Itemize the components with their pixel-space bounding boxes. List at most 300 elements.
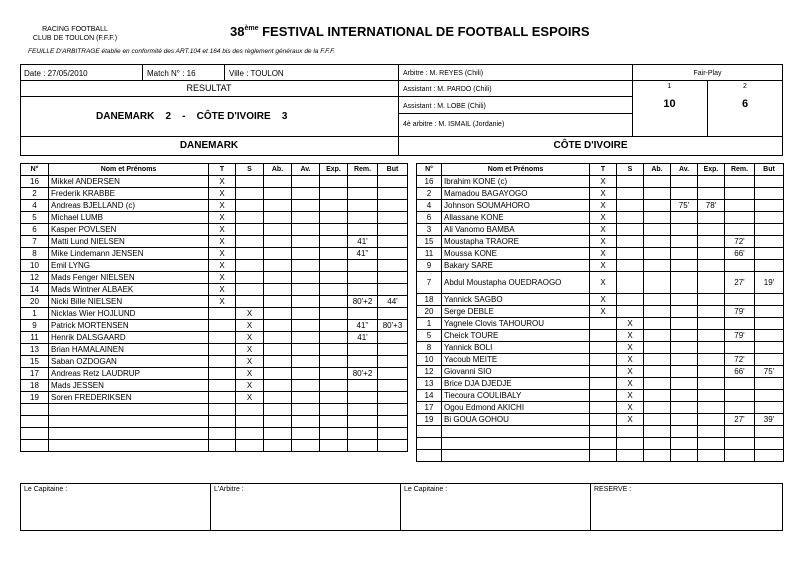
stat-cell: X <box>590 212 617 224</box>
home-team-name: DANEMARK <box>96 111 155 122</box>
table-row <box>417 426 784 438</box>
player-number: 10 <box>21 260 49 272</box>
fairplay-value-2: 6 <box>741 98 749 110</box>
stat-cell: 27' <box>725 272 755 294</box>
player-number: 16 <box>21 176 49 188</box>
player-number: 2 <box>21 188 49 200</box>
player-number: 1 <box>417 318 442 330</box>
player-name: Henrik DALSGAARD <box>49 332 209 344</box>
stat-cell: 79' <box>725 330 755 342</box>
stat-cell <box>264 416 292 428</box>
stat-cell <box>320 428 348 440</box>
table-row <box>417 248 784 260</box>
stat-cell <box>209 344 236 356</box>
stat-cell <box>348 380 378 392</box>
stat-cell <box>698 212 725 224</box>
stat-cell <box>320 212 348 224</box>
stat-cell <box>236 260 264 272</box>
player-name: Tiecoura COULIBALY <box>442 390 590 402</box>
stat-cell <box>644 390 671 402</box>
stat-cell: X <box>617 342 644 354</box>
stat-cell: X <box>209 200 236 212</box>
stat-cell <box>698 390 725 402</box>
stat-cell <box>292 404 320 416</box>
score-dash: - <box>182 111 186 122</box>
player-number: 14 <box>417 390 442 402</box>
reserve-box[interactable] <box>590 483 783 531</box>
stat-cell <box>292 308 320 320</box>
player-name: Andreas BJELLAND (c) <box>49 200 209 212</box>
table-row <box>21 176 408 188</box>
stat-cell <box>617 200 644 212</box>
table-row <box>21 188 408 200</box>
stat-cell <box>378 200 408 212</box>
stat-cell: X <box>209 296 236 308</box>
player-number: 5 <box>21 212 49 224</box>
stat-cell: X <box>590 236 617 248</box>
stat-cell: 80'+2 <box>348 296 378 308</box>
stat-cell <box>209 356 236 368</box>
signature-away-captain[interactable] <box>400 483 591 531</box>
stat-cell <box>264 344 292 356</box>
stat-cell <box>644 366 671 378</box>
stat-cell: X <box>236 308 264 320</box>
stat-cell <box>264 188 292 200</box>
signature-home-captain[interactable] <box>20 483 211 531</box>
stat-cell <box>292 368 320 380</box>
signature-label: Le Capitaine : <box>404 486 448 493</box>
stat-cell <box>755 260 784 272</box>
player-name: Bakary SARE <box>442 260 590 272</box>
player-name: Mikkel ANDERSEN <box>49 176 209 188</box>
stat-cell <box>725 426 755 438</box>
stat-cell <box>209 332 236 344</box>
player-number: 7 <box>417 272 442 294</box>
player-number: 18 <box>417 294 442 306</box>
stat-cell <box>671 354 698 366</box>
stat-cell <box>236 296 264 308</box>
stat-cell <box>292 224 320 236</box>
stat-cell <box>320 380 348 392</box>
result-line <box>96 111 287 122</box>
player-name <box>49 416 209 428</box>
stat-cell <box>698 248 725 260</box>
stat-cell <box>348 176 378 188</box>
stat-cell <box>644 212 671 224</box>
table-row <box>21 440 408 452</box>
stat-cell <box>264 224 292 236</box>
stat-cell <box>292 428 320 440</box>
player-name <box>49 404 209 416</box>
player-number: 9 <box>21 320 49 332</box>
stat-cell <box>209 404 236 416</box>
column-header: Ab. <box>264 164 292 176</box>
player-number: 19 <box>21 392 49 404</box>
stat-cell <box>264 368 292 380</box>
stat-cell <box>644 272 671 294</box>
divider <box>398 96 632 97</box>
stat-cell <box>755 354 784 366</box>
stat-cell <box>671 294 698 306</box>
player-number: 4 <box>21 200 49 212</box>
stat-cell <box>320 416 348 428</box>
player-name: Andreas Retz LAUDRUP <box>49 368 209 380</box>
stat-cell <box>755 294 784 306</box>
stat-cell <box>755 200 784 212</box>
table-row <box>417 378 784 390</box>
player-name: Soren FREDERIKSEN <box>49 392 209 404</box>
table-row <box>417 390 784 402</box>
stat-cell <box>320 356 348 368</box>
stat-cell <box>292 344 320 356</box>
stat-cell: X <box>209 212 236 224</box>
stat-cell: 27' <box>725 414 755 426</box>
stat-cell <box>671 212 698 224</box>
player-name: Mamadou BAGAYOGO <box>442 188 590 200</box>
stat-cell: X <box>236 380 264 392</box>
player-number: 12 <box>417 366 442 378</box>
stat-cell <box>320 344 348 356</box>
column-header: Av. <box>292 164 320 176</box>
stat-cell <box>292 212 320 224</box>
stat-cell <box>725 318 755 330</box>
divider <box>20 96 398 97</box>
reserve-label: RESERVE : <box>594 486 632 493</box>
stat-cell: X <box>209 188 236 200</box>
player-number: 10 <box>417 354 442 366</box>
stat-cell <box>725 200 755 212</box>
stat-cell <box>292 296 320 308</box>
player-number: 14 <box>21 284 49 296</box>
stat-cell <box>264 260 292 272</box>
player-number: 8 <box>417 342 442 354</box>
stat-cell <box>348 356 378 368</box>
stat-cell <box>590 330 617 342</box>
stat-cell <box>590 390 617 402</box>
club-line1: RACING FOOTBALL <box>42 26 108 33</box>
stat-cell <box>378 284 408 296</box>
subtitle: FEUILLE D'ARBITRAGE établie en conformité des ART.104 et 164 bis des règlement généraux de la F.F.F. <box>28 48 336 55</box>
player-number: 8 <box>21 248 49 260</box>
player-name: Mads JESSEN <box>49 380 209 392</box>
stat-cell <box>617 450 644 462</box>
stat-cell <box>755 330 784 342</box>
table-row <box>417 306 784 318</box>
stat-cell <box>671 330 698 342</box>
player-number: 6 <box>417 212 442 224</box>
stat-cell <box>292 380 320 392</box>
stat-cell: X <box>236 320 264 332</box>
stat-cell <box>292 284 320 296</box>
stat-cell <box>698 224 725 236</box>
table-row <box>417 188 784 200</box>
stat-cell <box>320 236 348 248</box>
stat-cell <box>755 212 784 224</box>
stat-cell: X <box>590 188 617 200</box>
player-name: Bi GOUA GOHOU <box>442 414 590 426</box>
player-number: 15 <box>21 356 49 368</box>
stat-cell <box>348 260 378 272</box>
player-name: Yannick SAGBO <box>442 294 590 306</box>
stat-cell <box>378 260 408 272</box>
table-row <box>417 224 784 236</box>
stat-cell <box>617 176 644 188</box>
stat-cell <box>671 306 698 318</box>
stat-cell: X <box>590 260 617 272</box>
table-row <box>21 344 408 356</box>
stat-cell: 66' <box>725 248 755 260</box>
stat-cell <box>292 260 320 272</box>
stat-cell: 66' <box>725 366 755 378</box>
player-number: 6 <box>21 224 49 236</box>
away-team-heading: CÔTE D'IVOIRE <box>553 140 628 151</box>
stat-cell <box>644 306 671 318</box>
fourth-referee: 4è arbitre : M. ISMAIL (Jordanie) <box>403 121 505 128</box>
stat-cell <box>755 318 784 330</box>
stat-cell <box>264 308 292 320</box>
stat-cell <box>617 306 644 318</box>
stat-cell <box>320 332 348 344</box>
stat-cell <box>264 284 292 296</box>
table-row <box>21 404 408 416</box>
table-row <box>417 354 784 366</box>
stat-cell <box>725 450 755 462</box>
table-row <box>417 366 784 378</box>
stat-cell <box>320 368 348 380</box>
stat-cell <box>264 356 292 368</box>
stat-cell <box>320 296 348 308</box>
player-name: Ali Vanomo BAMBA <box>442 224 590 236</box>
table-row <box>417 212 784 224</box>
player-name: Michael LUMB <box>49 212 209 224</box>
stat-cell <box>348 416 378 428</box>
stat-cell <box>644 176 671 188</box>
stat-cell <box>348 308 378 320</box>
stat-cell <box>755 402 784 414</box>
stat-cell: X <box>617 330 644 342</box>
stat-cell <box>348 344 378 356</box>
stat-cell: X <box>209 236 236 248</box>
stat-cell <box>378 224 408 236</box>
table-row <box>417 318 784 330</box>
stat-cell <box>292 176 320 188</box>
table-row <box>417 272 784 294</box>
stat-cell <box>209 320 236 332</box>
player-name: Mike Lindemann JENSEN <box>49 248 209 260</box>
player-name <box>442 426 590 438</box>
column-header: N° <box>417 164 442 176</box>
signature-label: Le Capitaine : <box>24 486 68 493</box>
table-row <box>21 272 408 284</box>
stat-cell <box>590 366 617 378</box>
stat-cell <box>320 224 348 236</box>
stat-cell <box>378 356 408 368</box>
stat-cell <box>209 392 236 404</box>
away-team-name: CÔTE D'IVOIRE <box>196 111 271 122</box>
player-number: 13 <box>417 378 442 390</box>
stat-cell <box>617 260 644 272</box>
away-score: 3 <box>281 111 288 122</box>
table-row <box>21 296 408 308</box>
divider <box>398 113 632 114</box>
column-header: Rem. <box>725 164 755 176</box>
stat-cell <box>698 260 725 272</box>
stat-cell <box>698 342 725 354</box>
column-header: Rem. <box>348 164 378 176</box>
column-header: S <box>236 164 264 176</box>
stat-cell <box>292 188 320 200</box>
stat-cell: X <box>590 272 617 294</box>
player-number: 3 <box>417 224 442 236</box>
result-label: RESULTAT <box>186 83 232 93</box>
player-number <box>417 426 442 438</box>
stat-cell <box>725 176 755 188</box>
stat-cell <box>378 344 408 356</box>
stat-cell <box>644 450 671 462</box>
column-header: But <box>378 164 408 176</box>
stat-cell <box>590 318 617 330</box>
club-name <box>30 25 120 43</box>
table-row <box>21 248 408 260</box>
stat-cell <box>671 224 698 236</box>
stat-cell <box>348 224 378 236</box>
stat-cell: X <box>617 354 644 366</box>
stat-cell <box>671 378 698 390</box>
stat-cell <box>590 378 617 390</box>
stat-cell: X <box>209 272 236 284</box>
player-number <box>21 416 49 428</box>
stat-cell <box>590 438 617 450</box>
stat-cell <box>320 200 348 212</box>
stat-cell <box>236 176 264 188</box>
stat-cell <box>644 200 671 212</box>
stat-cell <box>236 404 264 416</box>
stat-cell: X <box>617 390 644 402</box>
stat-cell <box>698 176 725 188</box>
stat-cell: 75' <box>671 200 698 212</box>
stat-cell <box>698 318 725 330</box>
player-name: Moussa KONE <box>442 248 590 260</box>
player-number: 20 <box>21 296 49 308</box>
stat-cell <box>644 248 671 260</box>
stat-cell <box>236 440 264 452</box>
stat-cell: X <box>209 176 236 188</box>
stat-cell <box>755 342 784 354</box>
stat-cell <box>378 236 408 248</box>
player-number: 11 <box>417 248 442 260</box>
stat-cell <box>236 428 264 440</box>
stat-cell <box>755 390 784 402</box>
player-name: Frederik KRABBE <box>49 188 209 200</box>
stat-cell <box>264 200 292 212</box>
stat-cell <box>755 188 784 200</box>
player-name: Moustapha TRAORE <box>442 236 590 248</box>
stat-cell: X <box>236 344 264 356</box>
stat-cell <box>698 354 725 366</box>
stat-cell <box>671 188 698 200</box>
table-row <box>21 224 408 236</box>
stat-cell <box>348 188 378 200</box>
player-number: 13 <box>21 344 49 356</box>
player-name: Patrick MORTENSEN <box>49 320 209 332</box>
home-roster-table <box>20 163 408 452</box>
stat-cell: 75' <box>755 366 784 378</box>
column-header: Nom et Prénoms <box>49 164 209 176</box>
stat-cell <box>348 212 378 224</box>
signature-referee[interactable] <box>210 483 401 531</box>
stat-cell: X <box>236 356 264 368</box>
table-row <box>21 260 408 272</box>
player-name: Serge DEBLE <box>442 306 590 318</box>
player-number <box>21 404 49 416</box>
player-number: 7 <box>21 236 49 248</box>
assistant-1: Assistant : M. PARDO (Chili) <box>403 86 492 93</box>
stat-cell <box>671 260 698 272</box>
stat-cell: X <box>209 224 236 236</box>
table-row <box>417 176 784 188</box>
stat-cell <box>698 188 725 200</box>
stat-cell <box>264 236 292 248</box>
stat-cell <box>264 332 292 344</box>
stat-cell <box>320 188 348 200</box>
stat-cell <box>348 392 378 404</box>
stat-cell <box>209 428 236 440</box>
stat-cell <box>725 212 755 224</box>
player-name: Emil LYNG <box>49 260 209 272</box>
player-name: Yagnele Clovis TAHOUROU <box>442 318 590 330</box>
match-number: Match N° : 16 <box>147 69 196 78</box>
stat-cell <box>236 416 264 428</box>
stat-cell: 41'' <box>348 248 378 260</box>
table-row <box>417 330 784 342</box>
player-number: 18 <box>21 380 49 392</box>
stat-cell: X <box>236 332 264 344</box>
home-score: 2 <box>165 111 172 122</box>
stat-cell <box>348 428 378 440</box>
stat-cell <box>755 248 784 260</box>
player-name: Ibrahim KONE (c) <box>442 176 590 188</box>
stat-cell <box>698 438 725 450</box>
stat-cell <box>264 440 292 452</box>
table-row <box>21 368 408 380</box>
stat-cell <box>644 414 671 426</box>
player-number: 19 <box>417 414 442 426</box>
stat-cell <box>209 416 236 428</box>
title-superscript: ème <box>244 25 259 32</box>
stat-cell <box>348 200 378 212</box>
stat-cell <box>644 378 671 390</box>
stat-cell <box>644 224 671 236</box>
stat-cell <box>698 450 725 462</box>
divider <box>142 64 143 80</box>
stat-cell <box>644 294 671 306</box>
player-name: Saban OZDOGAN <box>49 356 209 368</box>
stat-cell <box>378 308 408 320</box>
stat-cell <box>236 236 264 248</box>
stat-cell <box>671 438 698 450</box>
referee: Arbitre : M. REYES (Chili) <box>403 70 484 77</box>
table-row <box>417 200 784 212</box>
stat-cell <box>320 404 348 416</box>
stat-cell: X <box>590 224 617 236</box>
stat-cell <box>378 392 408 404</box>
stat-cell: X <box>617 402 644 414</box>
stat-cell <box>755 306 784 318</box>
player-name: Matti Lund NIELSEN <box>49 236 209 248</box>
column-header: N° <box>21 164 49 176</box>
table-row <box>21 428 408 440</box>
table-row <box>21 392 408 404</box>
